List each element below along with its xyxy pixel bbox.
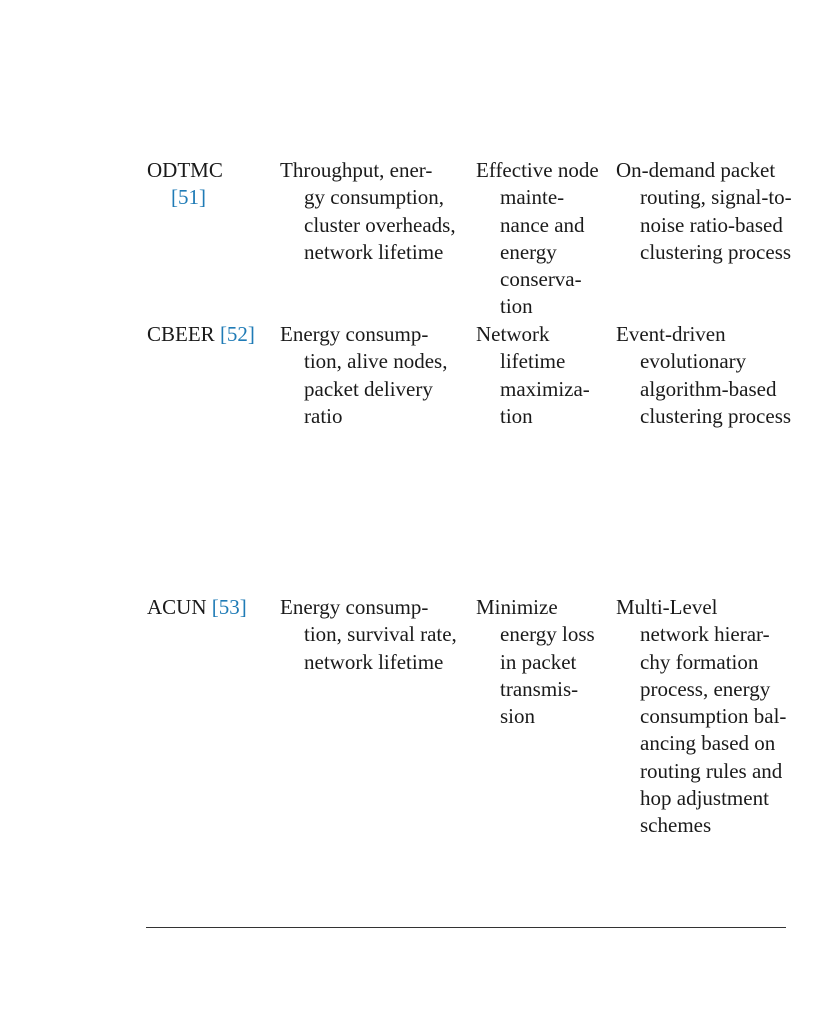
text-line: Network: [476, 322, 550, 346]
text-line: energy: [500, 239, 557, 264]
table-bottom-rule: [146, 927, 786, 928]
text-line: Energy consump-: [280, 595, 429, 619]
text-line: process, energy: [640, 676, 771, 701]
method-name: ACUN: [147, 595, 207, 619]
text-line: clustering process: [640, 239, 792, 264]
text-line: mainte-: [500, 185, 565, 210]
method-cell: [147, 157, 275, 212]
text-line: Energy consump-: [280, 322, 429, 346]
method-label: [147, 594, 275, 621]
method-cell: [147, 594, 275, 621]
text-line: consumption bal-: [640, 704, 787, 729]
technique-cell: [616, 594, 816, 840]
text-line: ratio: [304, 403, 343, 428]
text-line: noise ratio-based: [640, 212, 783, 237]
text-line: algorithm-based: [640, 376, 777, 401]
objective-cell: [476, 321, 612, 430]
objective-cell: [476, 157, 612, 321]
text-line: conserva-: [500, 267, 582, 292]
text-line: hop adjustment: [640, 786, 769, 811]
text-line: schemes: [640, 813, 712, 838]
citation-link[interactable]: [52]: [219, 322, 255, 346]
text-line: Throughput, ener-: [280, 158, 433, 182]
text-line: maximiza-: [500, 376, 590, 401]
text-line: network lifetime: [304, 239, 444, 264]
citation-link[interactable]: [53]: [211, 595, 247, 619]
method-name: ODTMC: [147, 158, 223, 182]
text-line: energy loss: [500, 622, 595, 647]
metrics-cell: [280, 321, 472, 430]
text-line: Multi-Level: [616, 595, 718, 619]
text-line: tion: [500, 294, 533, 319]
text-line: network lifetime: [304, 649, 444, 674]
text-line: ancing based on: [640, 731, 776, 756]
text-line: network hierar-: [640, 622, 770, 647]
text-line: lifetime: [500, 349, 566, 374]
text-line: On-demand packet: [616, 158, 776, 182]
text-line: tion: [500, 403, 533, 428]
text-line: tion, survival rate,: [304, 622, 457, 647]
text-line: in packet: [500, 649, 577, 674]
text-line: gy consumption,: [304, 185, 444, 210]
method-label: [147, 321, 275, 348]
metrics-cell: [280, 157, 472, 266]
technique-cell: [616, 157, 816, 266]
citation-link[interactable]: [51]: [171, 185, 206, 210]
method-cell: [147, 321, 275, 348]
text-line: Minimize: [476, 595, 558, 619]
text-line: transmis-: [500, 676, 579, 701]
text-line: tion, alive nodes,: [304, 349, 448, 374]
text-line: cluster overheads,: [304, 212, 456, 237]
method-name: CBEER: [147, 322, 215, 346]
text-line: chy formation: [640, 649, 759, 674]
text-line: Effective node: [476, 158, 599, 182]
text-line: sion: [500, 704, 536, 729]
text-line: nance and: [500, 212, 585, 237]
technique-cell: [616, 321, 816, 430]
text-line: evolutionary: [640, 349, 747, 374]
text-line: packet delivery: [304, 376, 433, 401]
text-line: Event-driven: [616, 322, 726, 346]
objective-cell: [476, 594, 612, 730]
text-line: routing, signal-to-: [640, 185, 792, 210]
text-line: clustering process: [640, 403, 792, 428]
metrics-cell: [280, 594, 472, 676]
text-line: routing rules and: [640, 758, 783, 783]
